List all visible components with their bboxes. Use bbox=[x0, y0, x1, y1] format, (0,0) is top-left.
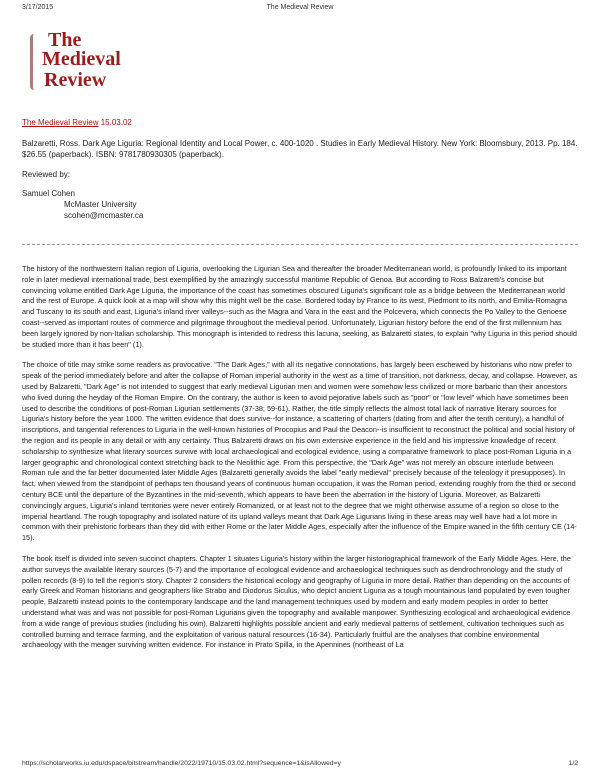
logo-word-the: The bbox=[48, 29, 82, 51]
page-number: 1/2 bbox=[568, 760, 578, 767]
print-date: 3/17/2015 bbox=[22, 4, 54, 11]
logo-word-review: Review bbox=[44, 69, 107, 91]
print-header bbox=[22, 4, 578, 14]
page-url: https://scholarworks.iu.edu/dspace/bitstream/handle/2022/19710/15.03.02.html?sequence=1&isAllowed=y bbox=[22, 760, 341, 767]
reviewer-affiliation: McMaster University bbox=[64, 200, 137, 209]
reviewer-block bbox=[22, 188, 143, 221]
review-paragraph: The book itself is divided into seven succinct chapters. Chapter 1 situates Liguria's history within the larger historiographical framework of the Early Middle Ages. Here, the author surveys the available literary sources (5-7) and the importance of ecological evidence and archaeological techniques such as dendrochronology and the study of pollen records (8-9) to tell the region's story. Chapter 2 considers the historical ecology and geography of Liguria in more detail. Rather than depending on the accounts of early Greek and Roman historians and geographers like Strabo and Diodorus Siculus, who depict ancient Liguria as a tough mountainous land populated by even tougher people, Balzaretti instead points to the contemporary landscape and the land management techniques used by modern and early modern peoples in order to better understand what was and was not possible for post-Roman Ligurians given the topography and available manpower. Synthesizing ecological and archaeological evidence from a wide range of previous studies (including his own), Balzaretti highlights possible ancient and early medieval patterns of settlement, cultivation techniques such as controlled burning and terrace farming, and the exploitation of various natural resources (16-34). Particularly fruitful are the analyses that combine environmental archaeology with the meager surviving written evidence. For instance in Prato Spilla, in the Apennines (northeast of La bbox=[22, 553, 571, 650]
logo-word-medieval: Medieval bbox=[42, 48, 121, 70]
review-paragraph: The choice of title may strike some readers as provocative. "The Dark Ages," with all its negative connotations, has largely been eschewed by historians who now prefer to speak of the period immediately before and after the collapse of Roman imperial authority in the west as a time of transition, not darkness, decay, and collapse. However, as used by Balzaretti, "Dark Age" is not intended to suggest that early medieval Ligurian men and women were somehow less civilized or more barbaric than their ancestors who lived during the heyday of the Roman Empire. On the contrary, the author is keen to avoid pejorative labels such as "poor" or "low level" which have sometimes been used to describe the conditions of post-Roman Ligurian settlements (37-38; 59-61). Rather, the title simply reflects the almost total lack of narrative literary sources for Liguria's history before the year 1000. The written evidence that does survive--for instance, a scattering of charters (dating from and after the tenth century), a handful of inscriptions, and tangential references to Liguria in the well-known histories of Procopius and Paul the Deacon--is insufficient to reconstruct the political and social history of the region and its people in any detail or with any certainty. Thus Balzaretti draws on his own extensive experience in the field and his impressive knowledge of recent scholarship to synthesize what literary sources survive with local archaeological and ecological evidence, using a comparative framework to place post-Roman Liguria in a larger geographic and chronological context stretching back to the Neolithic age. From this perspective, the "Dark Age" was not merely an obscure interlude between Roman rule and the far better documented later Middle Ages (Balzaretti generally avoids the label "early medieval" precisely because of the teleology it presupposes). In fact, when viewed from the standpoint of perhaps ten thousand years of continuous human occupation, it was the Roman period, extending roughly from the third or second century BCE until the departure of the Byzantines in the mid-seventh, which appears to have been the aberration in the history of Liguria. Moreover, as Balzaretti convincingly argues, Liguria's inland territories were never entirely Romanized, or at least not to the degree that we might otherwise assume of a region so close to the imperial heartland. The rough topography and isolated nature of its upland valleys meant that Dark Age Ligurians living in these areas may well have had a lot more in common with their prehistoric forbears than they did with either Rome or the later Middle Ages, especially after the influence of the Empire waned in the fifth century CE (14-15). bbox=[22, 360, 578, 543]
print-footer bbox=[22, 760, 578, 770]
citation-line bbox=[22, 118, 132, 127]
reviewed-by-label: Reviewed by: bbox=[22, 170, 71, 179]
print-page-title: The Medieval Review bbox=[266, 4, 334, 11]
bibliographic-entry: Balzaretti, Ross. Dark Age Liguria: Regional Identity and Local Power, c. 400-1020 . Studies in Early Medieval History. New York: Bloomsbury, 2013. Pp. 184. $26.55 (paperback). ISBN: 9781780930305 (paperback). bbox=[22, 139, 578, 159]
journal-link[interactable]: The Medieval Review bbox=[22, 118, 99, 127]
reviewer-name: Samuel Cohen bbox=[22, 189, 75, 198]
review-paragraph: The history of the northwestern Italian region of Liguria, overlooking the Ligurian Sea and thereafter the broader Mediterranean world, is profoundly linked to its important role in later medieval international trade, best exemplified by the amazingly successful maritime Republic of Genoa. But according to Ross Balzaretti's concise but convincing volume entitled Dark Age Liguria, the importance of the coast has sometimes obscured Liguria's significant role as a bridge between the Mediterranean world and the rest of Europe. A quick look at a map will show why this might well be the case. Bordered today by France to its west, Piedmont to its north, and Emilia-Romagna and Tuscany to its south and east, Liguria's inland river valleys--such as the Magra and Vara in the east and the Polcevera, which connects the Po Valley to the Genoese coast--served as important routes of commerce and pilgrimage throughout the medieval period. Unfortunately, Ligurian history before the end of the first millennium has been largely ignored by non-Italian scholarship. This monograph is intended to redress this lacuna, seeking, as Balzaretti states, to explain "why Liguria in this period should be studied more than it has been" (1). bbox=[22, 264, 577, 349]
medieval-review-logo bbox=[30, 30, 140, 100]
issue-number: 15.03.02 bbox=[100, 118, 132, 127]
reviewer-email: scohen@mcmaster.ca bbox=[64, 211, 144, 220]
review-body bbox=[22, 264, 578, 661]
section-divider bbox=[22, 244, 578, 245]
